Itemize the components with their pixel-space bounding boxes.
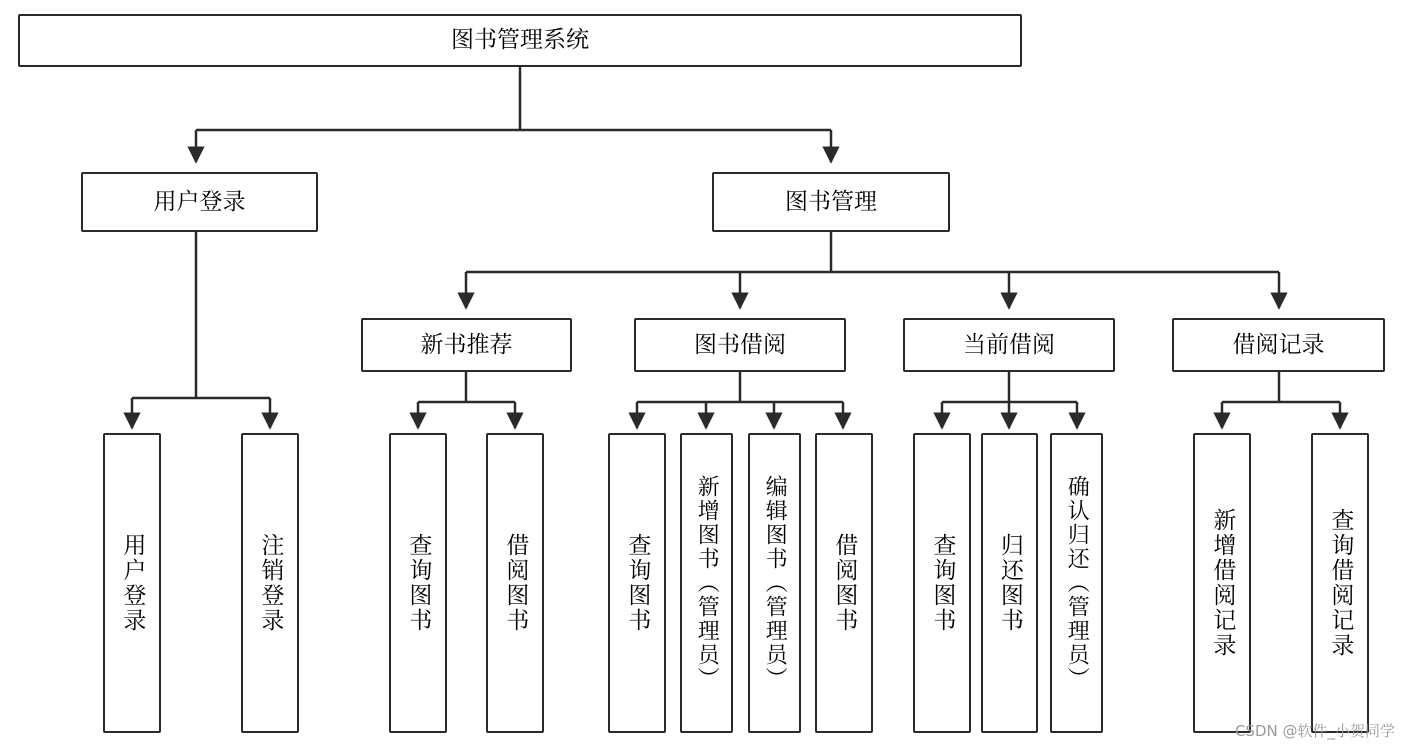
leaf-borrow-book[interactable]: 借阅图书: [815, 433, 873, 733]
leaf-query-book-new[interactable]: 查询图书: [389, 433, 447, 733]
leaf-edit-book-admin[interactable]: 编辑图书（管理员）: [748, 433, 801, 733]
leaf-return-book[interactable]: 归还图书: [981, 433, 1038, 733]
leaf-query-borrow-record[interactable]: 查询借阅记录: [1311, 433, 1369, 733]
node-user-login[interactable]: 用户登录: [81, 172, 318, 232]
leaf-add-book-admin[interactable]: 新增图书（管理员）: [680, 433, 733, 733]
node-current-borrow[interactable]: 当前借阅: [903, 318, 1115, 372]
leaf-query-book-current[interactable]: 查询图书: [913, 433, 971, 733]
watermark: CSDN @软件_小贺同学: [1234, 722, 1395, 740]
node-borrow-records[interactable]: 借阅记录: [1172, 318, 1385, 372]
node-new-book-recommend[interactable]: 新书推荐: [361, 318, 572, 372]
leaf-borrow-book-new[interactable]: 借阅图书: [486, 433, 544, 733]
leaf-logout[interactable]: 注销登录: [241, 433, 299, 733]
leaf-add-borrow-record[interactable]: 新增借阅记录: [1193, 433, 1251, 733]
node-root[interactable]: 图书管理系统: [18, 14, 1022, 67]
leaf-user-login[interactable]: 用户登录: [103, 433, 161, 733]
leaf-confirm-return-admin[interactable]: 确认归还（管理员）: [1050, 433, 1103, 733]
node-book-borrow[interactable]: 图书借阅: [634, 318, 846, 372]
leaf-query-book-borrow[interactable]: 查询图书: [608, 433, 666, 733]
node-book-management[interactable]: 图书管理: [712, 172, 950, 232]
